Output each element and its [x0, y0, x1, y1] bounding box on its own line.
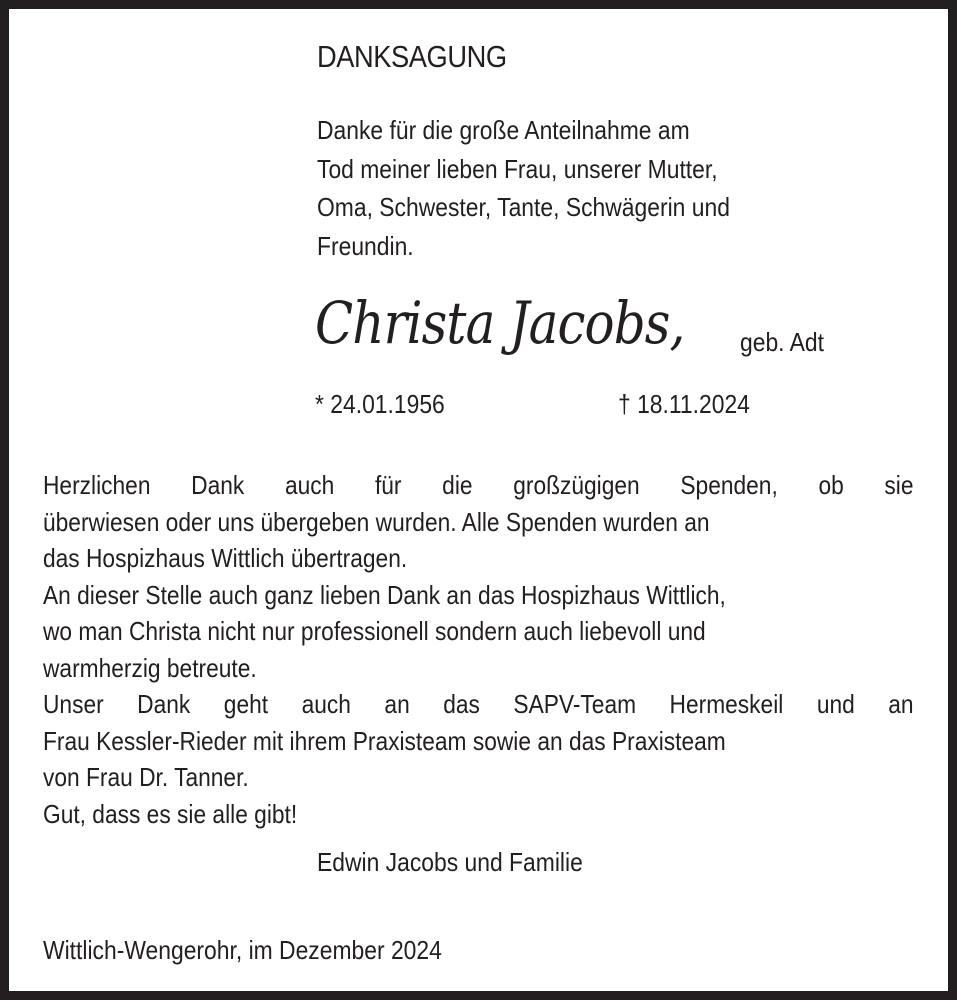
intro-line: Tod meiner lieben Frau, unserer Mutter,	[317, 153, 718, 184]
body-line: Frau Kessler-Rieder mit ihrem Praxisteam sowie an das Praxisteam	[43, 725, 726, 756]
word: an	[888, 689, 914, 719]
body-line: warmherzig betreute.	[43, 652, 257, 683]
word: auch	[301, 689, 351, 719]
body-line: überwiesen oder uns übergeben wurden. Alle Spenden wurden an	[43, 506, 710, 537]
body-line-justified	[43, 467, 914, 504]
body-line-justified	[43, 686, 914, 723]
signature: Edwin Jacobs und Familie	[317, 847, 583, 877]
body-line: das Hospizhaus Wittlich übertragen.	[43, 543, 408, 573]
word: an	[384, 689, 410, 719]
death-date: † 18.11.2024	[618, 389, 750, 419]
intro-line: Freundin.	[317, 230, 414, 261]
body-line: wo man Christa nicht nur professionell sondern auch liebevoll und	[43, 616, 706, 646]
word: die	[442, 470, 473, 500]
word: geht	[223, 689, 269, 719]
word: Unser	[43, 689, 104, 719]
thanks-body	[43, 467, 914, 832]
obituary-notice	[9, 9, 948, 991]
word: SAPV-Team	[513, 689, 637, 719]
word: großzügigen	[513, 470, 640, 500]
word: Spenden,	[680, 470, 778, 500]
intro-line: Oma, Schwester, Tante, Schwägerin und	[317, 192, 730, 222]
word: Dank	[137, 689, 191, 719]
body-line: von Frau Dr. Tanner.	[43, 762, 249, 792]
body-line: Gut, dass es sie alle gibt!	[43, 798, 298, 829]
intro-text	[317, 111, 845, 265]
word: für	[374, 470, 402, 500]
maiden-name: geb. Adt	[740, 327, 824, 357]
word: Herzlichen	[43, 470, 151, 500]
word: Dank	[191, 470, 245, 500]
word: ob	[818, 470, 844, 500]
birth-date: * 24.01.1956	[315, 389, 445, 419]
word: das	[443, 689, 480, 719]
deceased-name: Christa Jacobs,	[315, 289, 685, 357]
notice-title: DANKSAGUNG	[317, 39, 507, 74]
word: Hermeskeil	[669, 689, 784, 719]
word: und	[816, 689, 855, 719]
word: auch	[284, 470, 335, 500]
body-line: An dieser Stelle auch ganz lieben Dank an das Hospizhaus Wittlich,	[43, 579, 726, 610]
place-date: Wittlich-Wengerohr, im Dezember 2024	[43, 935, 442, 965]
intro-line: Danke für die große Anteilnahme am	[317, 115, 690, 145]
word: sie	[884, 470, 914, 500]
